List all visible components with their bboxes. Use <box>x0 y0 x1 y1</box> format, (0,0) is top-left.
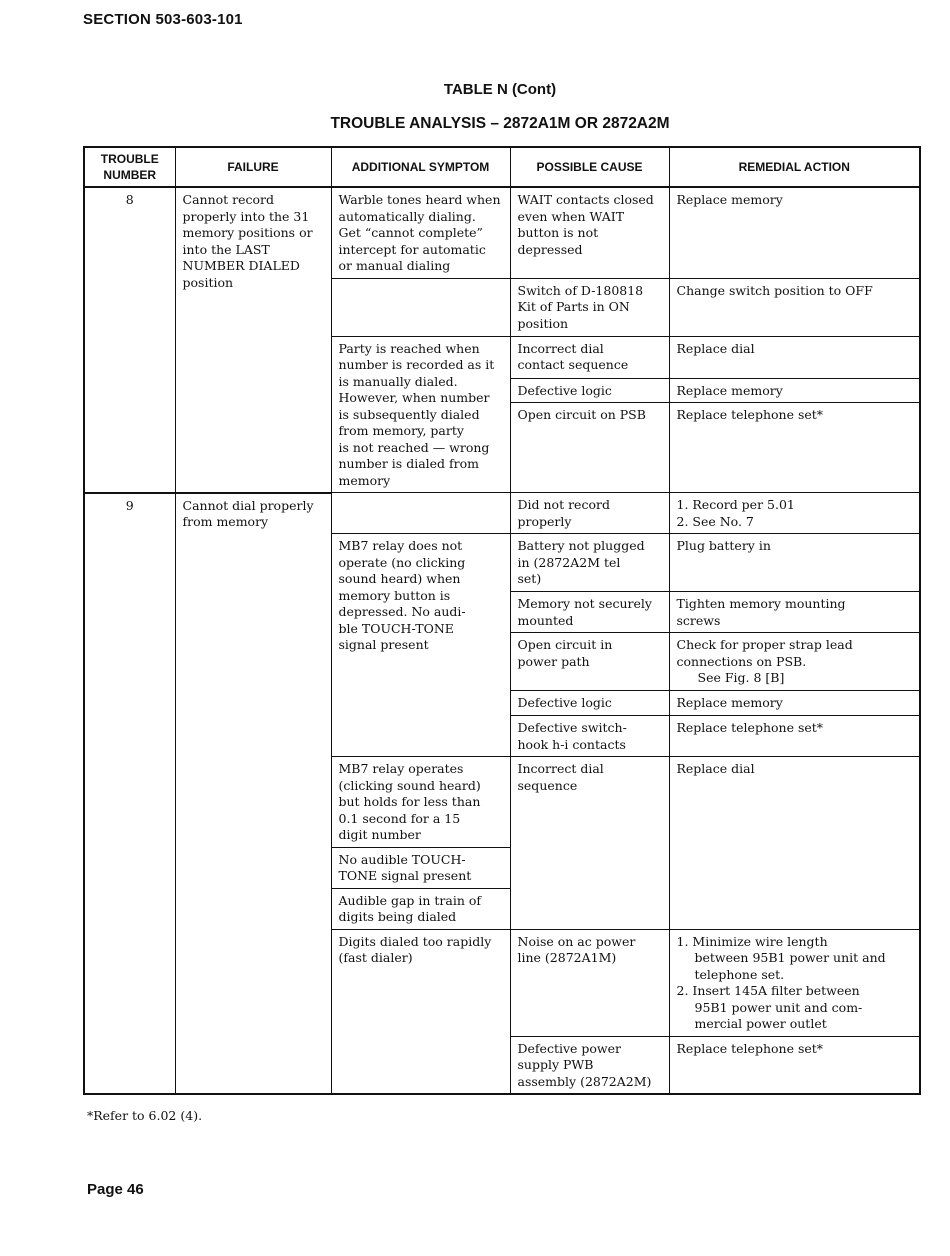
action-9-tighten: Tighten memory mounting screws <box>669 592 920 633</box>
column-header-additional-symptom: ADDITIONAL SYMPTOM <box>331 147 510 187</box>
action-9-noise <box>669 929 920 1036</box>
action-9-replace-dial: Replace dial <box>669 757 920 930</box>
symptom-9-fast-dialer: Digits dialed too rapidly (fast dialer) <box>331 929 510 1094</box>
cause-9-incorrect-dial: Incorrect dial sequence <box>510 757 669 930</box>
symptom-9-relay-holds-short: MB7 relay operates (clicking sound heard) but holds for less than 0.1 second for a 15 digit number <box>331 757 510 848</box>
action-9-replace-set: Replace telephone set* <box>669 716 920 757</box>
action-9-plug-battery: Plug battery in <box>669 534 920 592</box>
cause-9-power-supply: Defective power supply PWB assembly (2872A2M) <box>510 1036 669 1094</box>
cause-9-open-circuit-power: Open circuit in power path <box>510 633 669 691</box>
action-9-replace-memory: Replace memory <box>669 691 920 716</box>
failure-8: Cannot record properly into the 31 memory positions or into the LAST NUMBER DIALED position <box>175 187 331 493</box>
table-row <box>84 187 920 278</box>
cause-8-defective-logic: Defective logic <box>510 378 669 403</box>
cause-9-switchhook: Defective switch- hook h-i contacts <box>510 716 669 757</box>
symptom-9-audible-gap: Audible gap in train of digits being dialed <box>331 888 510 929</box>
action-9-noise-step-2: 2. Insert 145A filter between 95B1 power unit and com- mercial power outlet <box>676 983 863 1031</box>
cause-8-dial-contact: Incorrect dial contact sequence <box>510 336 669 378</box>
action-9-check-strap <box>669 633 920 691</box>
symptom-9-relay-not-operate: MB7 relay does not operate (no clicking sound heard) when memory button is depressed. No audi- ble TOUCH-TONE signal present <box>331 534 510 757</box>
column-header-trouble-number: TROUBLE NUMBER <box>84 147 175 187</box>
cause-8-open-circuit: Open circuit on PSB <box>510 403 669 493</box>
trouble-number-8: 8 <box>84 187 175 493</box>
table-title: TABLE N (Cont) <box>443 81 557 98</box>
cause-8-wait-contacts: WAIT contacts closed even when WAIT button is not depressed <box>510 187 669 278</box>
symptom-9-empty <box>331 493 510 534</box>
cause-9-noise-ac: Noise on ac power line (2872A1M) <box>510 929 669 1036</box>
action-9-check-ref: See Fig. 8 [B] <box>697 670 785 685</box>
action-8-change-switch: Change switch position to OFF <box>669 278 920 336</box>
page-number: Page 46 <box>87 1181 144 1198</box>
action-9-record-step-2: 2. See No. 7 <box>676 513 754 529</box>
symptom-8-empty <box>331 278 510 336</box>
cause-9-memory-mount: Memory not securely mounted <box>510 592 669 633</box>
action-8-replace-dial: Replace dial <box>669 336 920 378</box>
column-header-remedial-action: REMEDIAL ACTION <box>669 147 920 187</box>
cause-9-battery: Battery not plugged in (2872A2M tel set) <box>510 534 669 592</box>
action-8-replace-set: Replace telephone set* <box>669 403 920 493</box>
cause-8-switch-kit: Switch of D-180818 Kit of Parts in ON position <box>510 278 669 336</box>
section-header: SECTION 503-603-101 <box>83 11 243 28</box>
column-header-failure: FAILURE <box>175 147 331 187</box>
symptom-9-no-touch-tone: No audible TOUCH- TONE signal present <box>331 847 510 888</box>
trouble-number-9: 9 <box>84 493 175 1095</box>
action-9-noise-step-1: 1. Minimize wire length between 95B1 power unit and telephone set. <box>676 933 886 982</box>
trouble-analysis-table <box>83 146 921 1095</box>
table-subtitle: TROUBLE ANALYSIS – 2872A1M OR 2872A2M <box>330 115 670 132</box>
action-9-check-text: Check for proper strap lead connections on PSB. <box>676 637 853 669</box>
failure-9: Cannot dial properly from memory <box>175 493 331 1095</box>
action-9-record <box>669 493 920 534</box>
symptom-8-warble: Warble tones heard when automatically dialing. Get “cannot complete” intercept for automatic or manual dialing <box>331 187 510 278</box>
column-header-possible-cause: POSSIBLE CAUSE <box>510 147 669 187</box>
action-9-record-step-1: 1. Record per 5.01 <box>676 497 795 512</box>
symptom-8-wrong-number: Party is reached when number is recorded as it is manually dialed. However, when number is subsequently dialed from memory, party is not reached — wrong number is dialed from memory <box>331 336 510 493</box>
action-8-replace-memory-2: Replace memory <box>669 378 920 403</box>
action-8-replace-memory: Replace memory <box>669 187 920 278</box>
footnote: *Refer to 6.02 (4). <box>87 1108 203 1123</box>
table-row <box>84 493 920 534</box>
action-9-replace-set-2: Replace telephone set* <box>669 1036 920 1094</box>
cause-9-did-not-record: Did not record properly <box>510 493 669 534</box>
cause-9-defective-logic: Defective logic <box>510 691 669 716</box>
table-header-row <box>84 147 920 187</box>
